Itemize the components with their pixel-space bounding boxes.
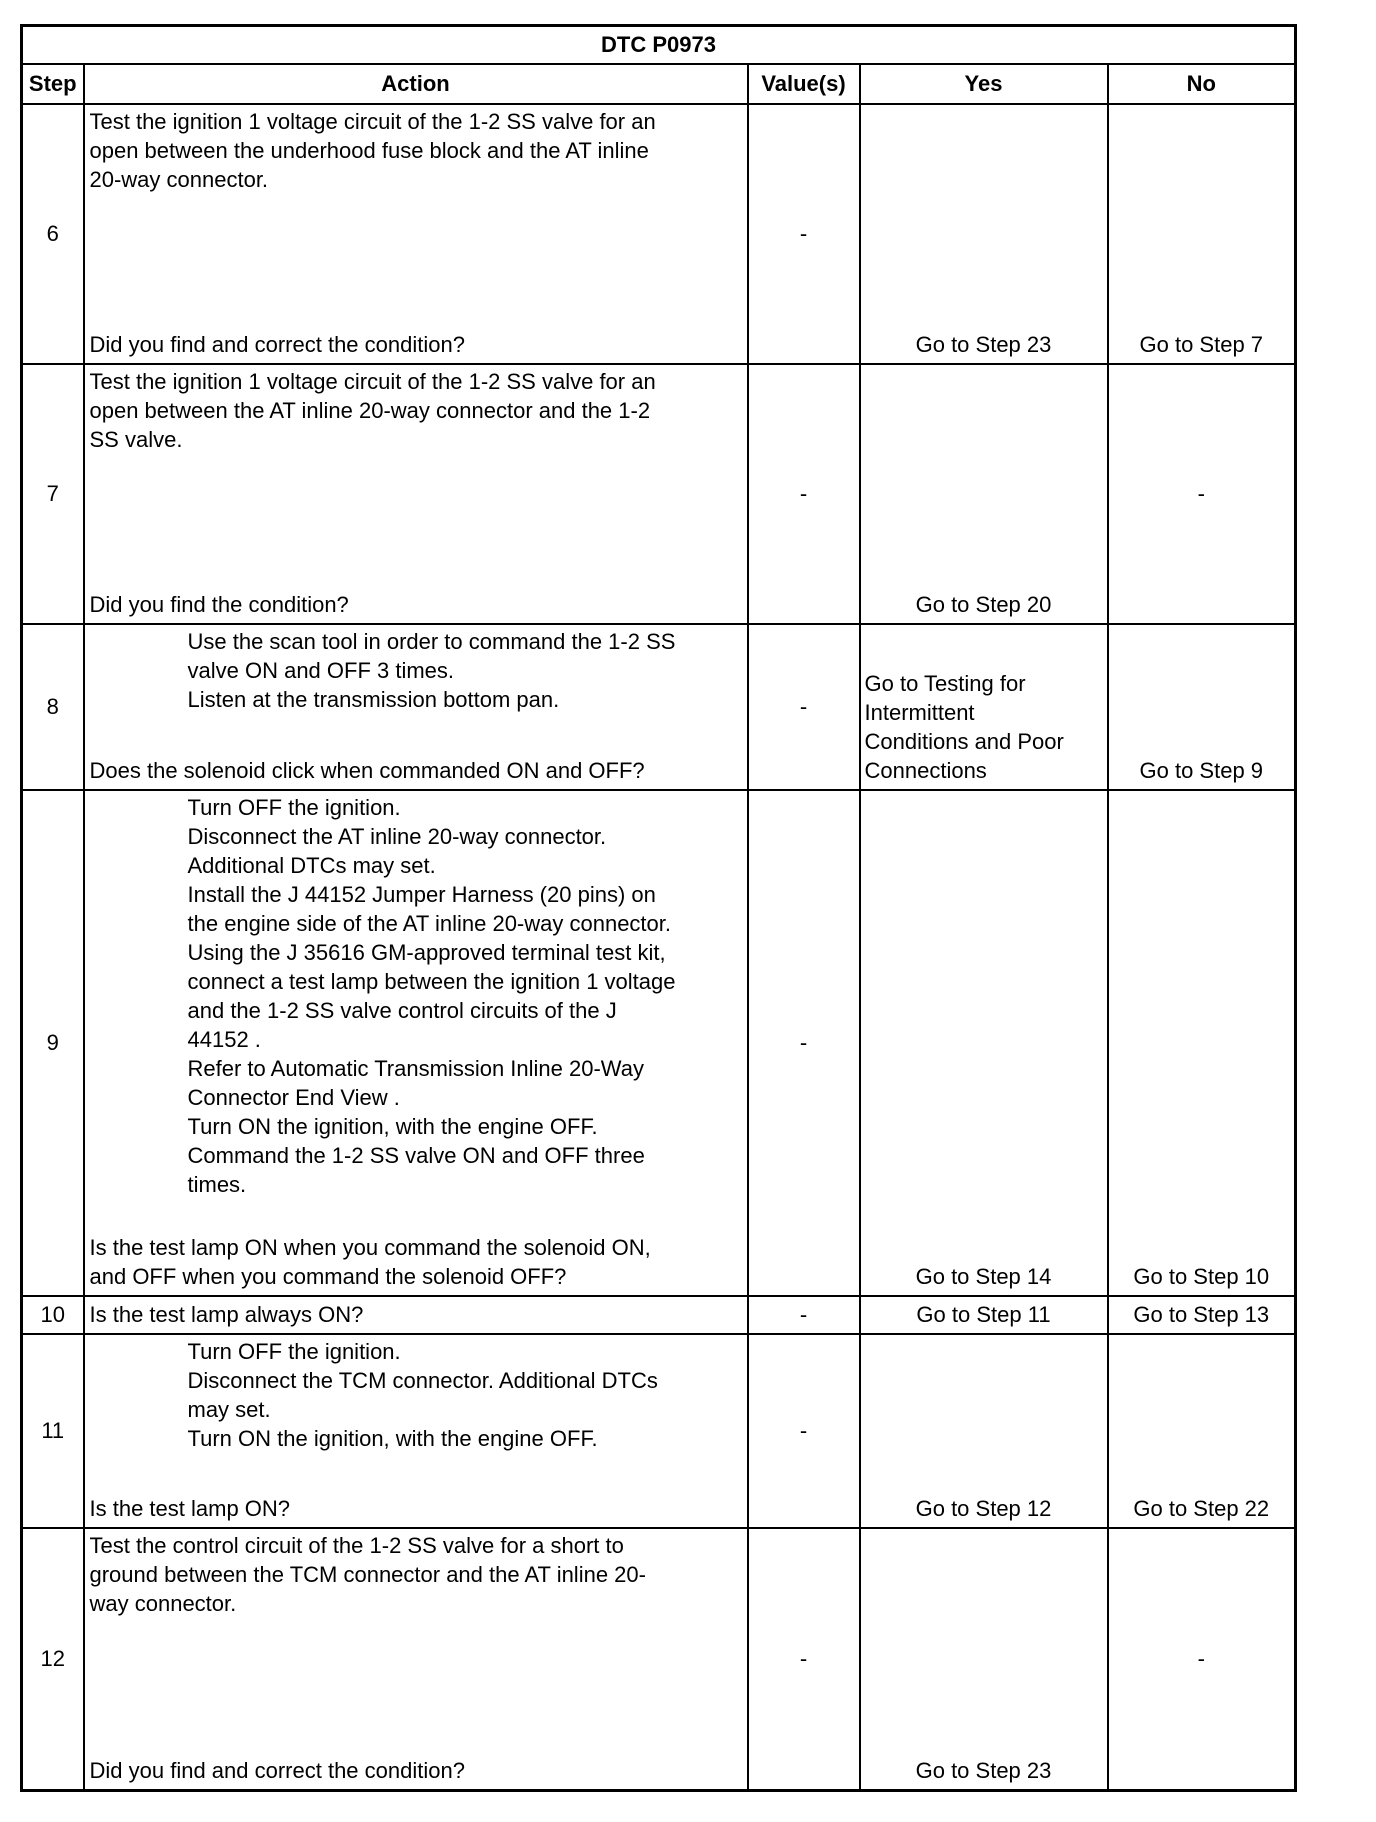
yes-cell[interactable]: Go to Step 23 bbox=[860, 104, 1108, 364]
header-value: Value(s) bbox=[748, 64, 860, 104]
action-question: Did you find the condition? bbox=[89, 591, 349, 617]
action-question: Did you find and correct the condition? bbox=[89, 331, 465, 357]
step-number: 6 bbox=[22, 104, 84, 364]
table-row bbox=[22, 364, 1296, 624]
yes-cell[interactable]: Go to Step 23 bbox=[860, 1528, 1108, 1791]
table-row bbox=[22, 104, 1296, 364]
action-text: Test the ignition 1 voltage circuit of the 1-2 SS valve for an open between the AT inline 20-way connector and the 1-2 SS valve. bbox=[89, 368, 656, 452]
action-text: Test the ignition 1 voltage circuit of the 1-2 SS valve for an open between the underhood fuse block and the AT inline 20-way connector. bbox=[89, 108, 656, 192]
no-cell: - bbox=[1108, 1528, 1296, 1791]
step-number: 11 bbox=[22, 1334, 84, 1528]
action-question: Is the test lamp ON? bbox=[89, 1495, 291, 1521]
step-number: 10 bbox=[22, 1296, 84, 1334]
no-cell[interactable]: Go to Step 22 bbox=[1108, 1334, 1296, 1528]
no-cell[interactable]: Go to Step 13 bbox=[1108, 1296, 1296, 1334]
no-cell[interactable]: Go to Step 7 bbox=[1108, 104, 1296, 364]
step-number: 12 bbox=[22, 1528, 84, 1791]
action-question: Is the test lamp ON when you command the solenoid ON, and OFF when you command the solenoid OFF? bbox=[89, 1234, 651, 1289]
yes-cell[interactable]: Go to Testing for Intermittent Conditions and Poor Connections bbox=[860, 624, 1108, 790]
table-row bbox=[22, 1334, 1296, 1528]
action-cell bbox=[84, 790, 748, 1296]
value-cell: - bbox=[748, 104, 860, 364]
step-number: 8 bbox=[22, 624, 84, 790]
header-row bbox=[22, 64, 1296, 104]
table-title: DTC P0973 bbox=[22, 26, 1296, 64]
value-cell: - bbox=[748, 624, 860, 790]
table-row bbox=[22, 1528, 1296, 1791]
table-row bbox=[22, 624, 1296, 790]
header-yes: Yes bbox=[860, 64, 1108, 104]
step-number: 7 bbox=[22, 364, 84, 624]
action-text: Use the scan tool in order to command the 1-2 SS valve ON and OFF 3 times. Listen at the transmission bottom pan. bbox=[187, 628, 676, 712]
action-text: Turn OFF the ignition. Disconnect the AT inline 20-way connector. Additional DTCs may set. Install the J 44152 Jumper Harness (20 pins) on the engine side of the AT inline 20-way connector. Using the J 35616 GM-approved terminal test kit, connect a test lamp between the ignition 1 voltage and the 1-2 SS valve control circuits of the J 44152 . Refer to Automatic Transmission Inline 20-Way Connector End View . Turn ON the ignition, with the engine OFF. Command the 1-2 SS valve ON and OFF three times. bbox=[187, 794, 676, 1197]
value-cell: - bbox=[748, 1334, 860, 1528]
step-number: 9 bbox=[22, 790, 84, 1296]
yes-cell[interactable]: Go to Step 11 bbox=[860, 1296, 1108, 1334]
dtc-table bbox=[20, 24, 1297, 1792]
yes-cell[interactable]: Go to Step 12 bbox=[860, 1334, 1108, 1528]
no-cell: - bbox=[1108, 364, 1296, 624]
value-cell: - bbox=[748, 1296, 860, 1334]
action-cell bbox=[84, 1334, 748, 1528]
no-cell[interactable]: Go to Step 9 bbox=[1108, 624, 1296, 790]
table-row bbox=[22, 790, 1296, 1296]
action-question: Did you find and correct the condition? bbox=[89, 1757, 465, 1783]
value-cell: - bbox=[748, 790, 860, 1296]
header-action: Action bbox=[84, 64, 748, 104]
action-question: Is the test lamp always ON? bbox=[89, 1302, 364, 1327]
header-step: Step bbox=[22, 64, 84, 104]
action-cell bbox=[84, 364, 748, 624]
value-cell: - bbox=[748, 364, 860, 624]
title-row bbox=[22, 26, 1296, 64]
action-cell bbox=[84, 624, 748, 790]
no-cell[interactable]: Go to Step 10 bbox=[1108, 790, 1296, 1296]
value-cell: - bbox=[748, 1528, 860, 1791]
header-no: No bbox=[1108, 64, 1296, 104]
action-cell bbox=[84, 1296, 748, 1334]
yes-cell[interactable]: Go to Step 20 bbox=[860, 364, 1108, 624]
action-question: Does the solenoid click when commanded ON and OFF? bbox=[89, 757, 645, 783]
yes-cell[interactable]: Go to Step 14 bbox=[860, 790, 1108, 1296]
action-cell bbox=[84, 1528, 748, 1791]
action-text: Turn OFF the ignition. Disconnect the TCM connector. Additional DTCs may set. Turn ON the ignition, with the engine OFF. bbox=[187, 1338, 658, 1451]
action-cell bbox=[84, 104, 748, 364]
action-text: Test the control circuit of the 1-2 SS valve for a short to ground between the TCM connector and the AT inline 20- way connector. bbox=[89, 1532, 646, 1616]
table-row bbox=[22, 1296, 1296, 1334]
